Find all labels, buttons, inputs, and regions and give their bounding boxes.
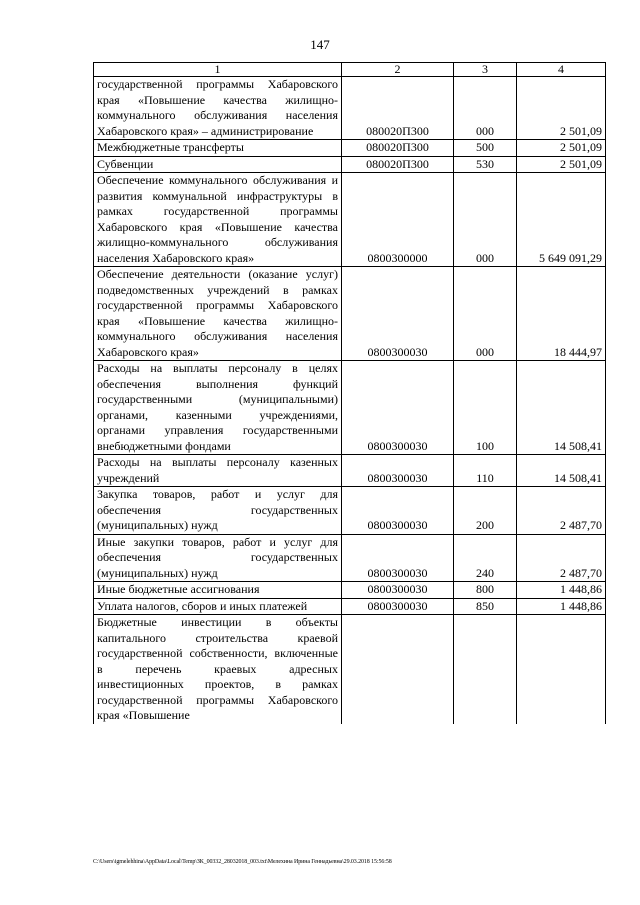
row-amount: 14 508,41	[517, 455, 606, 487]
budget-table	[93, 62, 606, 724]
row-code: 0800300030	[342, 487, 454, 535]
row-type: 000	[454, 77, 517, 140]
table-row	[94, 582, 606, 599]
row-type: 800	[454, 582, 517, 599]
column-header-2: 2	[342, 63, 454, 77]
row-type: 200	[454, 487, 517, 535]
table-row	[94, 267, 606, 361]
row-code: 0800300030	[342, 267, 454, 361]
column-header-4: 4	[517, 63, 606, 77]
row-type: 850	[454, 598, 517, 615]
row-code: 0800300030	[342, 598, 454, 615]
row-name: Иные бюджетные ассигнования	[94, 582, 342, 599]
row-code: 0800300000	[342, 173, 454, 267]
row-code: 080020П300	[342, 77, 454, 140]
row-name: Расходы на выплаты персоналу в целях обеспечения выполнения функций государственными (муниципальными) органами, казенными учреждениями, органами управления государственными внебюджетными фондами	[94, 361, 342, 455]
row-name: Закупка товаров, работ и услуг для обеспечения государственных (муниципальных) нужд	[94, 487, 342, 535]
table-row	[94, 361, 606, 455]
row-name: Расходы на выплаты персоналу казенных учреждений	[94, 455, 342, 487]
row-name: Субвенции	[94, 156, 342, 173]
row-amount: 2 501,09	[517, 156, 606, 173]
row-name: Уплата налогов, сборов и иных платежей	[94, 598, 342, 615]
table-header-row	[94, 63, 606, 77]
row-name: Иные закупки товаров, работ и услуг для обеспечения государственных (муниципальных) нужд	[94, 534, 342, 582]
row-amount: 18 444,97	[517, 267, 606, 361]
row-type: 000	[454, 173, 517, 267]
row-amount: 2 501,09	[517, 77, 606, 140]
table-row	[94, 615, 606, 724]
row-code: 0800300030	[342, 361, 454, 455]
row-code: 0800300030	[342, 582, 454, 599]
footer-file-path: C:\Users\igmelehhina\AppData\Local\Temp\ЗК_00332_28032018_003.txt\Мелехина Ирина Геннадьевна\29.03.2018 15:56:58	[93, 859, 392, 865]
row-code: 080020П300	[342, 156, 454, 173]
row-type: 110	[454, 455, 517, 487]
row-amount: 5 649 091,29	[517, 173, 606, 267]
table-row	[94, 77, 606, 140]
row-name: Межбюджетные трансферты	[94, 140, 342, 157]
table-row	[94, 455, 606, 487]
table-row	[94, 598, 606, 615]
row-type	[454, 615, 517, 724]
row-amount	[517, 615, 606, 724]
table-row	[94, 534, 606, 582]
row-name: государственной программы Хабаровского края «Повышение качества жилищно-коммунального обслуживания населения Хабаровского края» – администрирование	[94, 77, 342, 140]
row-type: 000	[454, 267, 517, 361]
page-number: 147	[310, 37, 330, 52]
row-name: Обеспечение коммунального обслуживания и развития коммунальной инфраструктуры в рамках государственной программы Хабаровского края «Повышение качества жилищно-коммунального обслуживания населения Хабаровского края»	[94, 173, 342, 267]
row-code: 0800300030	[342, 534, 454, 582]
row-name: Обеспечение деятельности (оказание услуг) подведомственных учреждений в рамках государственной программы Хабаровского края «Повышение качества жилищно-коммунального обслуживания населения Хабаровского края»	[94, 267, 342, 361]
table-row	[94, 487, 606, 535]
row-amount: 1 448,86	[517, 582, 606, 599]
row-type: 500	[454, 140, 517, 157]
table-row	[94, 156, 606, 173]
row-amount: 2 487,70	[517, 534, 606, 582]
row-type: 530	[454, 156, 517, 173]
column-header-1: 1	[94, 63, 342, 77]
row-amount: 2 501,09	[517, 140, 606, 157]
row-code: 0800300030	[342, 455, 454, 487]
table-row	[94, 140, 606, 157]
row-code	[342, 615, 454, 724]
row-type: 240	[454, 534, 517, 582]
row-type: 100	[454, 361, 517, 455]
row-amount: 1 448,86	[517, 598, 606, 615]
row-amount: 2 487,70	[517, 487, 606, 535]
table-row	[94, 173, 606, 267]
row-amount: 14 508,41	[517, 361, 606, 455]
column-header-3: 3	[454, 63, 517, 77]
row-code: 080020П300	[342, 140, 454, 157]
row-name: Бюджетные инвестиции в объекты капитального строительства краевой государственной собственности, включенные в перечень краевых адресных инвестиционных проектов, в рамках государственной программы Хабаровского края «Повышение	[94, 615, 342, 724]
